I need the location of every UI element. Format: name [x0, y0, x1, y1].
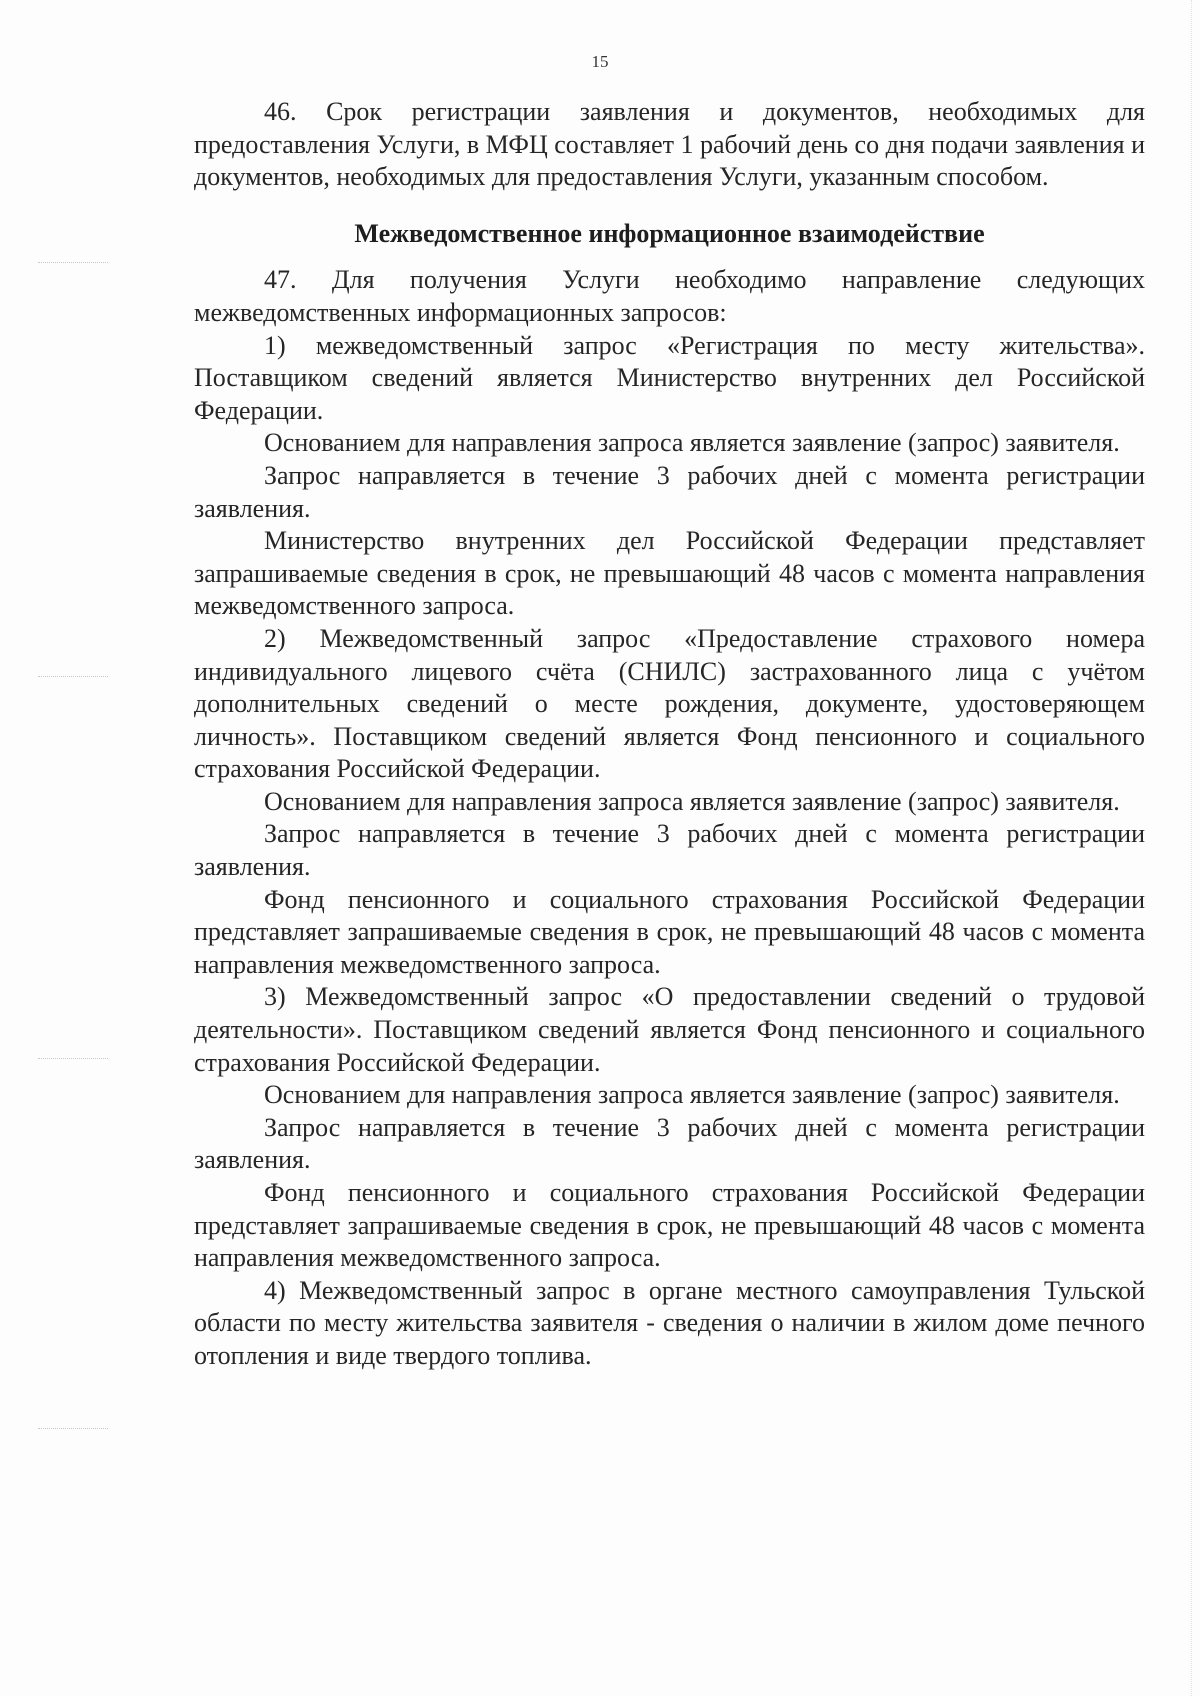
paragraph: Основанием для направления запроса является заявление (запрос) заявителя.: [264, 1080, 1120, 1110]
page-number: 15: [591, 52, 609, 71]
scan-margin-mark: [38, 1058, 108, 1061]
paragraph: Министерство внутренних дел Российской Федерации представляет запрашиваемые сведения в срок, не превышающий 48 часов с момента направления межведомственного запроса.: [194, 526, 1145, 621]
paragraph: Фонд пенсионного и социального страхования Российской Федерации представляет запрашиваемые сведения в срок, не превышающий 48 часов с момента направления межведомственного запроса.: [194, 1178, 1145, 1273]
paragraph: Запрос направляется в течение 3 рабочих дней с момента регистрации заявления.: [194, 1112, 1145, 1175]
paragraph: 47. Для получения Услуги необходимо направление следующих межведомственных информационных запросов:: [194, 265, 1145, 327]
scan-edge-mark: [1190, 0, 1192, 1696]
paragraph: Основанием для направления запроса является заявление (запрос) заявителя.: [264, 786, 1120, 816]
paragraph: Запрос направляется в течение 3 рабочих дней с момента регистрации заявления.: [194, 460, 1145, 523]
scan-margin-mark: [38, 262, 108, 265]
paragraph: Основанием для направления запроса является заявление (запрос) заявителя.: [264, 428, 1120, 458]
paragraph: Запрос направляется в течение 3 рабочих дней с момента регистрации заявления.: [194, 819, 1145, 882]
scan-margin-mark: [38, 676, 108, 679]
section-heading: Межведомственное информационное взаимодействие: [354, 218, 985, 248]
paragraph: 2) Межведомственный запрос «Предоставление страхового номера индивидуального лицевого счёта (СНИЛС) застрахованного лица с учётом дополнительных сведений о месте рождения, документе, удостоверяющем личность». Поставщиком сведений является Фонд пенсионного и социального страхования Российской Федерации.: [194, 623, 1145, 784]
paragraph: 3) Межведомственный запрос «О предоставлении сведений о трудовой деятельности». Поставщиком сведений является Фонд пенсионного и социального страхования Российской Федерации.: [194, 982, 1145, 1077]
paragraph: Фонд пенсионного и социального страхования Российской Федерации представляет запрашиваемые сведения в срок, не превышающий 48 часов с момента направления межведомственного запроса.: [194, 884, 1145, 979]
paragraph: 1) межведомственный запрос «Регистрация по месту жительства». Поставщиком сведений является Министерство внутренних дел Российской Федерации.: [194, 330, 1145, 425]
document-body: [194, 96, 1145, 1373]
scan-margin-mark: [38, 1428, 108, 1431]
paragraph: 46. Срок регистрации заявления и документов, необходимых для предоставления Услуги, в МФЦ составляет 1 рабочий день со дня подачи заявления и документов, необходимых для предоставления Услуги, указанным способом.: [194, 97, 1145, 192]
paragraph: 4) Межведомственный запрос в органе местного самоуправления Тульской области по месту жительства заявителя - сведения о наличии в жилом доме печного отопления и виде твердого топлива.: [194, 1275, 1145, 1370]
